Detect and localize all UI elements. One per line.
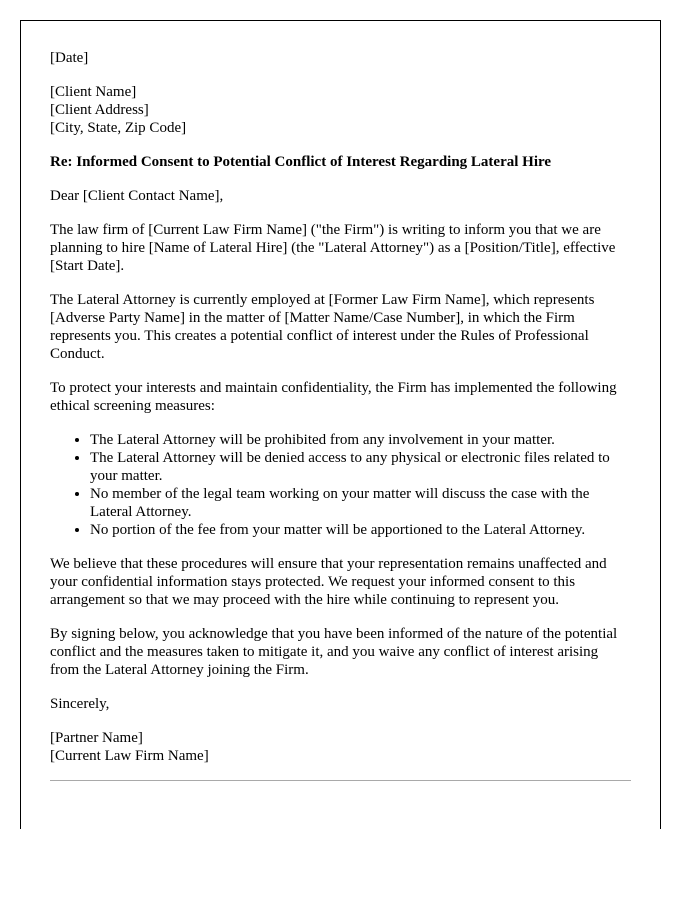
list-item: • No portion of the fee from your matter will be apportioned to the Lateral Attorney. bbox=[90, 521, 631, 539]
subject-line: Re: Informed Consent to Potential Conflict of Interest Regarding Lateral Hire bbox=[50, 154, 552, 170]
recipient-city-state-zip: [City, State, Zip Code] bbox=[50, 120, 187, 136]
recipient-name: [Client Name] bbox=[50, 84, 137, 100]
list-item: • The Lateral Attorney will be prohibited from any involvement in your matter. bbox=[90, 431, 631, 449]
recipient-address: [Client Address] bbox=[50, 102, 149, 118]
conflict-paragraph: The Lateral Attorney is currently employed at [Former Law Firm Name], which represents [Adverse Party Name] in the matter of [Matter Name/Case Number], in which the Firm represents you. This creates a potential conflict of interest under the Rules of Professional Conduct. bbox=[50, 292, 595, 362]
assurance-paragraph: We believe that these procedures will ensure that your representation remains unaffected and your confidential information stays protected. We request your informed consent to this arrangement so that we may proceed with the hire while continuing to represent you. bbox=[50, 556, 607, 608]
signature-firm: [Current Law Firm Name] bbox=[50, 748, 209, 764]
signature-block bbox=[50, 729, 631, 765]
letter-page bbox=[20, 20, 661, 829]
screening-intro-paragraph: To protect your interests and maintain confidentiality, the Firm has implemented the following ethical screening measures: bbox=[50, 380, 617, 414]
screening-measures-list bbox=[50, 431, 631, 539]
intro-paragraph: The law firm of [Current Law Firm Name] ("the Firm") is writing to inform you that we are planning to hire [Name of Lateral Hire] (the "Lateral Attorney") as a [Position/Title], effective [Start Date]. bbox=[50, 222, 616, 274]
consent-paragraph: By signing below, you acknowledge that you have been informed of the nature of the potential conflict and the measures taken to mitigate it, and you waive any conflict of interest arising from the Lateral Attorney joining the Firm. bbox=[50, 626, 618, 678]
letter-date: [Date] bbox=[50, 50, 89, 66]
recipient-address-block bbox=[50, 83, 631, 137]
sign-off: Sincerely, bbox=[50, 696, 110, 712]
salutation: Dear [Client Contact Name], bbox=[50, 188, 224, 204]
signature-divider bbox=[50, 780, 631, 781]
list-item: • The Lateral Attorney will be denied access to any physical or electronic files related to your matter. bbox=[90, 449, 631, 485]
list-item: • No member of the legal team working on your matter will discuss the case with the Lateral Attorney. bbox=[90, 485, 631, 521]
signature-name: [Partner Name] bbox=[50, 730, 143, 746]
